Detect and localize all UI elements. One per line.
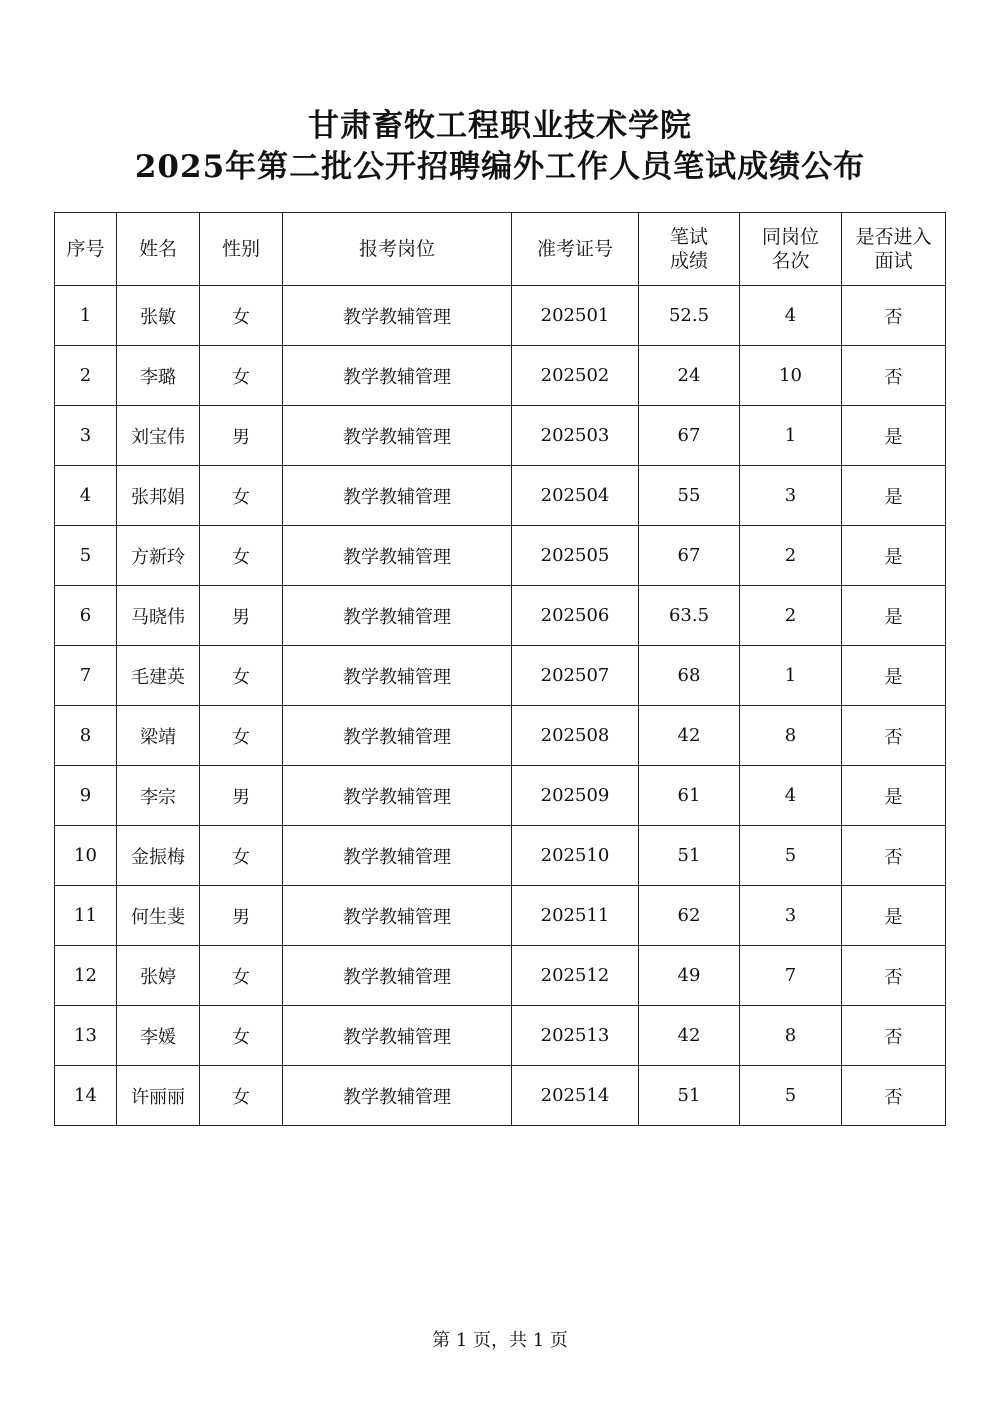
cell-exam-number: 202504 bbox=[512, 466, 639, 526]
table-row bbox=[55, 406, 946, 466]
cell-index: 2 bbox=[55, 346, 117, 406]
cell-position: 教学教辅管理 bbox=[283, 526, 512, 586]
cell-gender: 女 bbox=[200, 1066, 283, 1126]
header-gender bbox=[200, 213, 283, 286]
cell-index: 3 bbox=[55, 406, 117, 466]
header-name-text: 姓名 bbox=[138, 238, 177, 260]
cell-score: 63.5 bbox=[639, 586, 740, 646]
cell-exam-number: 202512 bbox=[512, 946, 639, 1006]
cell-rank: 8 bbox=[740, 706, 842, 766]
cell-interview: 是 bbox=[842, 406, 946, 466]
cell-score: 67 bbox=[639, 406, 740, 466]
table-body bbox=[55, 286, 946, 1126]
cell-position: 教学教辅管理 bbox=[283, 286, 512, 346]
table-row bbox=[55, 1066, 946, 1126]
cell-gender: 女 bbox=[200, 1006, 283, 1066]
cell-name: 马晓伟 bbox=[117, 586, 200, 646]
cell-index: 11 bbox=[55, 886, 117, 946]
cell-exam-number: 202509 bbox=[512, 766, 639, 826]
cell-name: 李璐 bbox=[117, 346, 200, 406]
document-title-line2: 2025年第二批公开招聘编外工作人员笔试成绩公布 bbox=[134, 149, 866, 185]
cell-score: 52.5 bbox=[639, 286, 740, 346]
cell-exam-number: 202514 bbox=[512, 1066, 639, 1126]
cell-gender: 女 bbox=[200, 286, 283, 346]
cell-name: 张敏 bbox=[117, 286, 200, 346]
cell-gender: 女 bbox=[200, 826, 283, 886]
cell-gender: 男 bbox=[200, 586, 283, 646]
results-table bbox=[54, 212, 946, 1126]
cell-position: 教学教辅管理 bbox=[283, 646, 512, 706]
cell-index: 9 bbox=[55, 766, 117, 826]
table-row bbox=[55, 526, 946, 586]
cell-exam-number: 202505 bbox=[512, 526, 639, 586]
cell-exam-number: 202513 bbox=[512, 1006, 639, 1066]
cell-name: 张邦娟 bbox=[117, 466, 200, 526]
header-rank bbox=[740, 213, 842, 286]
cell-name: 李媛 bbox=[117, 1006, 200, 1066]
header-gender-text: 性别 bbox=[221, 238, 260, 260]
header-interview-line2: 面试 bbox=[874, 250, 913, 272]
cell-score: 55 bbox=[639, 466, 740, 526]
cell-index: 12 bbox=[55, 946, 117, 1006]
cell-rank: 7 bbox=[740, 946, 842, 1006]
cell-interview: 否 bbox=[842, 706, 946, 766]
header-name bbox=[117, 213, 200, 286]
cell-index: 8 bbox=[55, 706, 117, 766]
cell-score: 49 bbox=[639, 946, 740, 1006]
cell-position: 教学教辅管理 bbox=[283, 346, 512, 406]
cell-position: 教学教辅管理 bbox=[283, 946, 512, 1006]
cell-rank: 1 bbox=[740, 406, 842, 466]
cell-index: 6 bbox=[55, 586, 117, 646]
cell-interview: 是 bbox=[842, 646, 946, 706]
cell-position: 教学教辅管理 bbox=[283, 1006, 512, 1066]
cell-name: 许丽丽 bbox=[117, 1066, 200, 1126]
cell-rank: 2 bbox=[740, 586, 842, 646]
table-row bbox=[55, 1006, 946, 1066]
header-index bbox=[55, 213, 117, 286]
cell-position: 教学教辅管理 bbox=[283, 466, 512, 526]
cell-position: 教学教辅管理 bbox=[283, 766, 512, 826]
cell-exam-number: 202501 bbox=[512, 286, 639, 346]
cell-gender: 女 bbox=[200, 706, 283, 766]
cell-rank: 1 bbox=[740, 646, 842, 706]
cell-interview: 否 bbox=[842, 346, 946, 406]
cell-interview: 否 bbox=[842, 1006, 946, 1066]
page-footer: 第 1 页，共 1 页 bbox=[432, 1330, 568, 1351]
header-score-line1: 笔试 bbox=[669, 226, 708, 248]
header-interview-line1: 是否进入 bbox=[855, 226, 932, 248]
cell-exam-number: 202511 bbox=[512, 886, 639, 946]
cell-name: 何生斐 bbox=[117, 886, 200, 946]
cell-rank: 5 bbox=[740, 826, 842, 886]
cell-name: 毛建英 bbox=[117, 646, 200, 706]
cell-position: 教学教辅管理 bbox=[283, 886, 512, 946]
table-row bbox=[55, 646, 946, 706]
cell-rank: 3 bbox=[740, 886, 842, 946]
cell-position: 教学教辅管理 bbox=[283, 1066, 512, 1126]
table-row bbox=[55, 706, 946, 766]
cell-gender: 女 bbox=[200, 346, 283, 406]
cell-rank: 4 bbox=[740, 766, 842, 826]
header-interview bbox=[842, 213, 946, 286]
cell-gender: 男 bbox=[200, 406, 283, 466]
cell-name: 金振梅 bbox=[117, 826, 200, 886]
cell-position: 教学教辅管理 bbox=[283, 406, 512, 466]
cell-rank: 5 bbox=[740, 1066, 842, 1126]
header-position bbox=[283, 213, 512, 286]
header-score-line2: 成绩 bbox=[669, 250, 708, 272]
cell-gender: 女 bbox=[200, 526, 283, 586]
cell-gender: 女 bbox=[200, 466, 283, 526]
cell-name: 刘宝伟 bbox=[117, 406, 200, 466]
cell-exam-number: 202506 bbox=[512, 586, 639, 646]
header-score bbox=[639, 213, 740, 286]
cell-rank: 10 bbox=[740, 346, 842, 406]
table-row bbox=[55, 466, 946, 526]
cell-gender: 男 bbox=[200, 766, 283, 826]
table-row bbox=[55, 946, 946, 1006]
header-exam-number bbox=[512, 213, 639, 286]
cell-interview: 否 bbox=[842, 826, 946, 886]
cell-index: 13 bbox=[55, 1006, 117, 1066]
header-position-text: 报考岗位 bbox=[358, 238, 435, 260]
header-index-text: 序号 bbox=[66, 238, 105, 260]
cell-position: 教学教辅管理 bbox=[283, 586, 512, 646]
cell-interview: 是 bbox=[842, 586, 946, 646]
cell-interview: 是 bbox=[842, 886, 946, 946]
cell-rank: 8 bbox=[740, 1006, 842, 1066]
cell-name: 梁靖 bbox=[117, 706, 200, 766]
cell-gender: 男 bbox=[200, 886, 283, 946]
cell-score: 51 bbox=[639, 1066, 740, 1126]
table-row bbox=[55, 766, 946, 826]
cell-gender: 女 bbox=[200, 646, 283, 706]
cell-interview: 是 bbox=[842, 466, 946, 526]
cell-index: 4 bbox=[55, 466, 117, 526]
cell-score: 42 bbox=[639, 1006, 740, 1066]
table-row bbox=[55, 826, 946, 886]
cell-rank: 3 bbox=[740, 466, 842, 526]
cell-rank: 4 bbox=[740, 286, 842, 346]
cell-exam-number: 202507 bbox=[512, 646, 639, 706]
cell-position: 教学教辅管理 bbox=[283, 706, 512, 766]
cell-score: 42 bbox=[639, 706, 740, 766]
cell-interview: 否 bbox=[842, 286, 946, 346]
cell-interview: 否 bbox=[842, 946, 946, 1006]
cell-position: 教学教辅管理 bbox=[283, 826, 512, 886]
cell-score: 51 bbox=[639, 826, 740, 886]
cell-interview: 否 bbox=[842, 1066, 946, 1126]
cell-score: 67 bbox=[639, 526, 740, 586]
cell-index: 14 bbox=[55, 1066, 117, 1126]
table-header-row bbox=[55, 213, 946, 286]
table-row bbox=[55, 586, 946, 646]
cell-index: 1 bbox=[55, 286, 117, 346]
cell-score: 62 bbox=[639, 886, 740, 946]
table-row bbox=[55, 886, 946, 946]
header-exam-number-text: 准考证号 bbox=[536, 238, 613, 260]
cell-gender: 女 bbox=[200, 946, 283, 1006]
cell-name: 方新玲 bbox=[117, 526, 200, 586]
cell-exam-number: 202502 bbox=[512, 346, 639, 406]
header-rank-line1: 同岗位 bbox=[761, 226, 819, 248]
cell-index: 5 bbox=[55, 526, 117, 586]
cell-name: 张婷 bbox=[117, 946, 200, 1006]
cell-exam-number: 202508 bbox=[512, 706, 639, 766]
cell-rank: 2 bbox=[740, 526, 842, 586]
table-row bbox=[55, 346, 946, 406]
cell-name: 李宗 bbox=[117, 766, 200, 826]
document-title-line1: 甘肃畜牧工程职业技术学院 bbox=[308, 108, 692, 144]
cell-score: 24 bbox=[639, 346, 740, 406]
cell-exam-number: 202510 bbox=[512, 826, 639, 886]
header-rank-line2: 名次 bbox=[771, 250, 810, 272]
cell-index: 10 bbox=[55, 826, 117, 886]
table-row bbox=[55, 286, 946, 346]
cell-exam-number: 202503 bbox=[512, 406, 639, 466]
cell-score: 61 bbox=[639, 766, 740, 826]
cell-score: 68 bbox=[639, 646, 740, 706]
cell-interview: 是 bbox=[842, 526, 946, 586]
cell-interview: 是 bbox=[842, 766, 946, 826]
cell-index: 7 bbox=[55, 646, 117, 706]
